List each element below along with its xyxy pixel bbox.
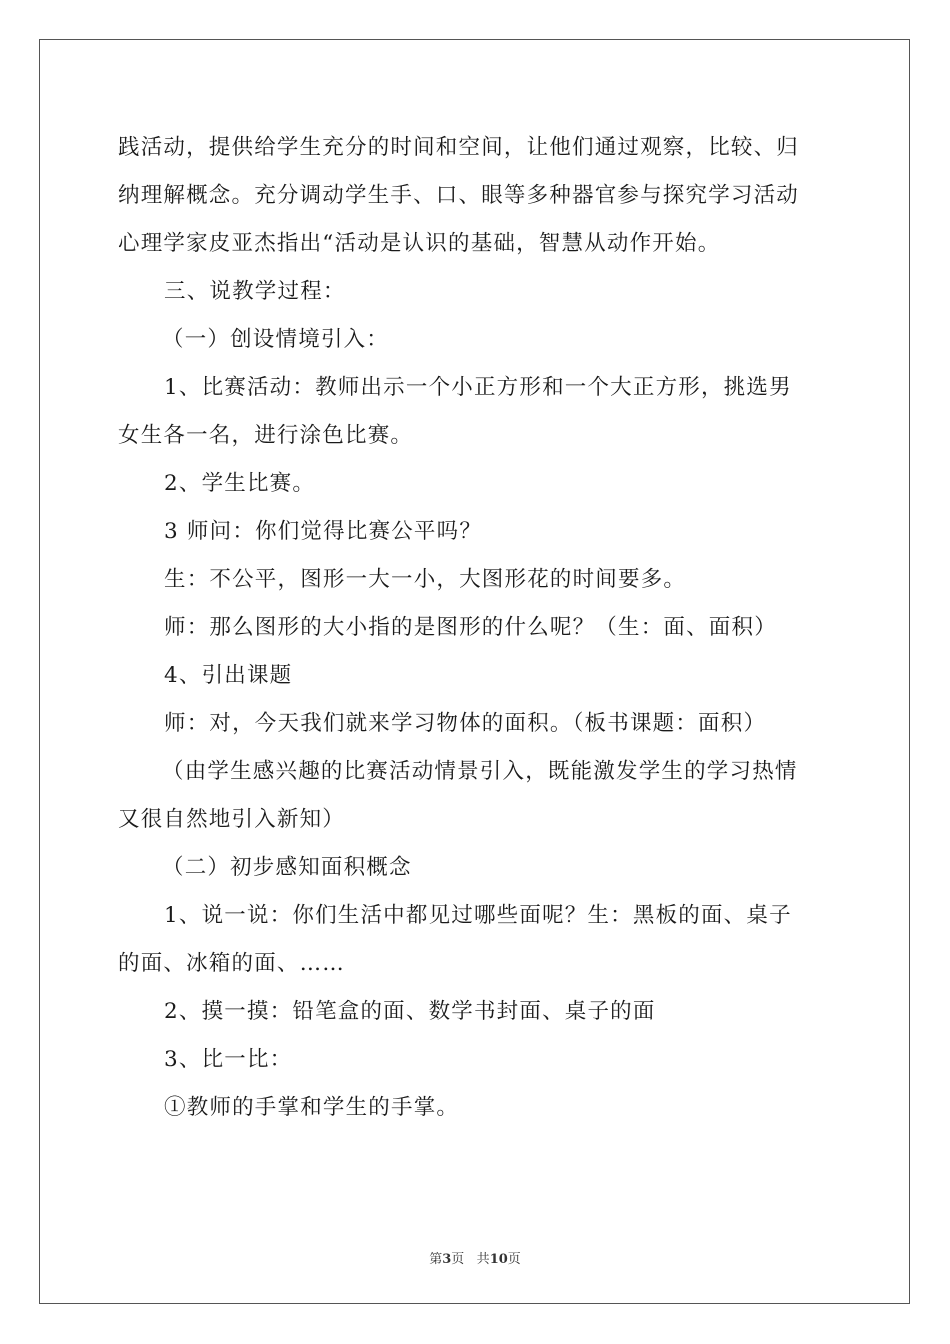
section-heading: 三、说教学过程： (164, 279, 346, 304)
paragraph-line: 4、引出课题 (164, 663, 293, 688)
paragraph-line: 的面、冰箱的面、…… (118, 951, 346, 976)
paragraph-line: 2、摸一摸：铅笔盒的面、数学书封面、桌子的面 (164, 999, 656, 1024)
paragraph-line: 1、比赛活动：教师出示一个小正方形和一个大正方形，挑选男 (164, 375, 792, 400)
paragraph-line: 生：不公平，图形一大一小，大图形花的时间要多。 (164, 567, 687, 592)
footer-total-prefix: 共 (476, 1252, 490, 1267)
footer-total-pages: 10 (489, 1252, 508, 1267)
document-body (118, 124, 838, 1132)
paragraph-line: 1、说一说：你们生活中都见过哪些面呢？生：黑板的面、桌子 (164, 903, 792, 928)
paragraph-line: 又很自然地引入新知） (118, 807, 346, 832)
paragraph-line: 心理学家皮亚杰指出“活动是认识的基础，智慧从动作开始。 (118, 231, 721, 256)
paragraph-line: 2、学生比赛。 (164, 471, 316, 496)
paragraph-line: 践活动，提供给学生充分的时间和空间，让他们通过观察，比较、归 (118, 135, 800, 160)
paragraph-line: ①教师的手掌和学生的手掌。 (164, 1095, 460, 1120)
page-footer (0, 1248, 950, 1267)
footer-total-unit: 页 (507, 1252, 521, 1267)
paragraph-line: 师：那么图形的大小指的是图形的什么呢？（生：面、面积） (164, 615, 777, 640)
paragraph-line: 3、比一比： (164, 1047, 293, 1072)
paragraph-line: 女生各一名，进行涂色比赛。 (118, 423, 414, 448)
footer-prefix: 第 (429, 1252, 443, 1267)
paragraph-line: 3 师问：你们觉得比赛公平吗？ (164, 519, 483, 544)
subsection-heading: （二）初步感知面积概念 (162, 855, 412, 880)
paragraph-line: 师：对，今天我们就来学习物体的面积。（板书课题：面积） (164, 711, 767, 736)
footer-page-number: 3 (442, 1252, 452, 1267)
paragraph-line: 纳理解概念。充分调动学生手、口、眼等多种器官参与探究学习活动 (118, 183, 800, 208)
subsection-heading: （一）创设情境引入： (162, 327, 390, 352)
paragraph-line: （由学生感兴趣的比赛活动情景引入，既能激发学生的学习热情 (162, 759, 798, 784)
footer-page-unit: 页 (451, 1252, 465, 1267)
